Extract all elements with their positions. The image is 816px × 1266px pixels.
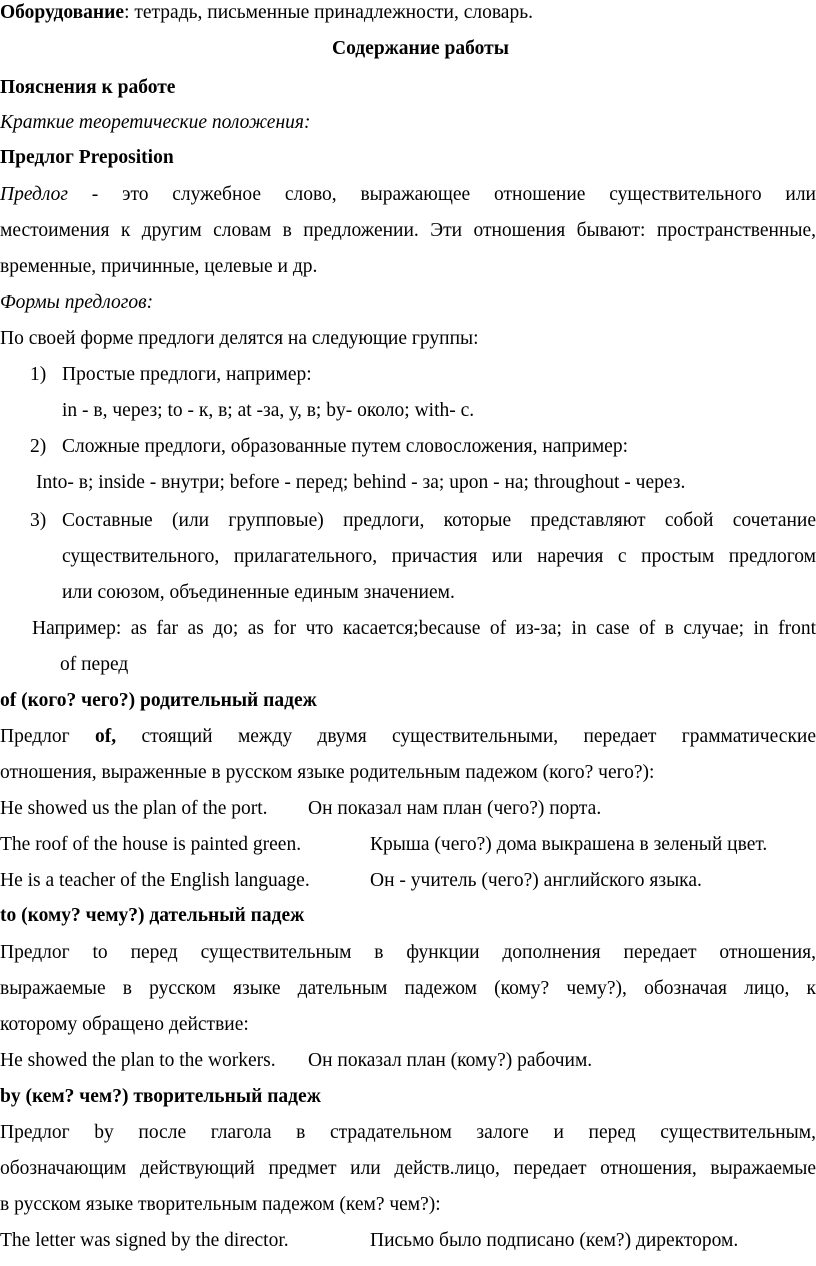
definition-term: Предлог [0,184,68,205]
by-example [0,1230,816,1252]
list-number: 2) [30,436,47,457]
by-paragraph-line-1: Предлог by после глагола в страдательном залоге и перед существительным, [0,1122,816,1143]
preposition-title: Предлог Preposition [0,147,174,168]
forms-title: Формы предлогов: [0,292,154,313]
to-paragraph-line-2: выражаемые в русском языке дательным падежом (кому? чему?), обозначая лицо, к [0,978,816,999]
definition-line-3: временные, причинные, целевые и др. [0,256,318,277]
list-example-2: Into- в; inside - внутри; before - перед; behind - за; upon - на; throughout - через. [36,472,686,493]
to-example [0,1050,816,1072]
list-text-line-1: Составные (или групповые) предлоги, которые представляют собой сочетание [62,510,816,531]
by-paragraph-line-2: обозначающим действующий предмет или действ.лицо, передает отношения, выражаемые [0,1158,816,1179]
example-english: The letter was signed by the director. [0,1230,289,1251]
equipment-label: Оборудование [0,2,125,23]
list-number: 3) [30,510,47,531]
by-paragraph-line-3: в русском языке творительным падежом (кем? чем?): [0,1194,441,1215]
definition-text-1: - это служебное слово, выражающее отношение существительного или [91,184,816,205]
definition-line-2: местоимения к другим словам в предложении. Эти отношения бывают: пространственные, [0,220,816,241]
of-paragraph-line-2: отношения, выраженные в русском языке родительным падежом (кого? чего?): [0,762,655,783]
of-example-2 [0,834,816,856]
example-russian: Он показал план (кому?) рабочим. [308,1050,593,1071]
example-english: He showed us the plan of the port. [0,798,268,819]
of-paragraph-rest: стоящий между двумя существительными, передает грамматические [141,726,816,747]
to-paragraph-line-1: Предлог to перед существительным в функции дополнения передает отношения, [0,942,816,963]
example-english: He showed the plan to the workers. [0,1050,276,1071]
theory-title: Краткие теоретические положения: [0,112,311,133]
example-russian: Он показал нам план (чего?) порта. [308,798,602,819]
example-russian: Письмо было подписано (кем?) директором. [370,1230,739,1251]
compound-example-line-2: of перед [60,654,129,675]
of-paragraph-start: Предлог [0,726,70,747]
example-russian: Он - учитель (чего?) английского языка. [370,870,702,891]
to-section-title: to (кому? чему?) дательный падеж [0,905,305,926]
list-number: 1) [30,364,47,385]
compound-example-line-1: Например: as far as до; as for что касается;because of из-за; in case of в случае; in front [32,618,816,639]
example-russian: Крыша (чего?) дома выкрашена в зеленый цвет. [370,834,768,855]
equipment-line [0,2,816,24]
section-title: Содержание работы [332,38,509,59]
list-text: Сложные предлоги, образованные путем словосложения, например: [62,436,628,457]
list-text: Простые предлоги, например: [62,364,312,385]
of-keyword: of, [94,726,117,747]
notes-title: Пояснения к работе [0,77,176,98]
of-example-3 [0,870,816,892]
equipment-text: : тетрадь, письменные принадлежности, словарь. [124,2,533,23]
by-section-title: by (кем? чем?) творительный падеж [0,1086,321,1107]
list-text-line-2: существительного, прилагательного, причастия или наречия с простым предлогом [62,546,816,567]
list-example-1: in - в, через; to - к, в; at -за, у, в; by- около; with- с. [62,400,475,421]
example-english: The roof of the house is painted green. [0,834,302,855]
definition-line-1 [0,184,816,206]
forms-intro: По своей форме предлоги делятся на следующие группы: [0,328,479,349]
to-paragraph-line-3: которому обращено действие: [0,1014,249,1035]
of-paragraph-line-1 [0,726,816,748]
example-english: He is a teacher of the English language. [0,870,310,891]
of-section-title: of (кого? чего?) родительный падеж [0,690,317,711]
of-example-1 [0,798,816,820]
list-text-line-3: или союзом, объединенные единым значением. [62,582,455,603]
